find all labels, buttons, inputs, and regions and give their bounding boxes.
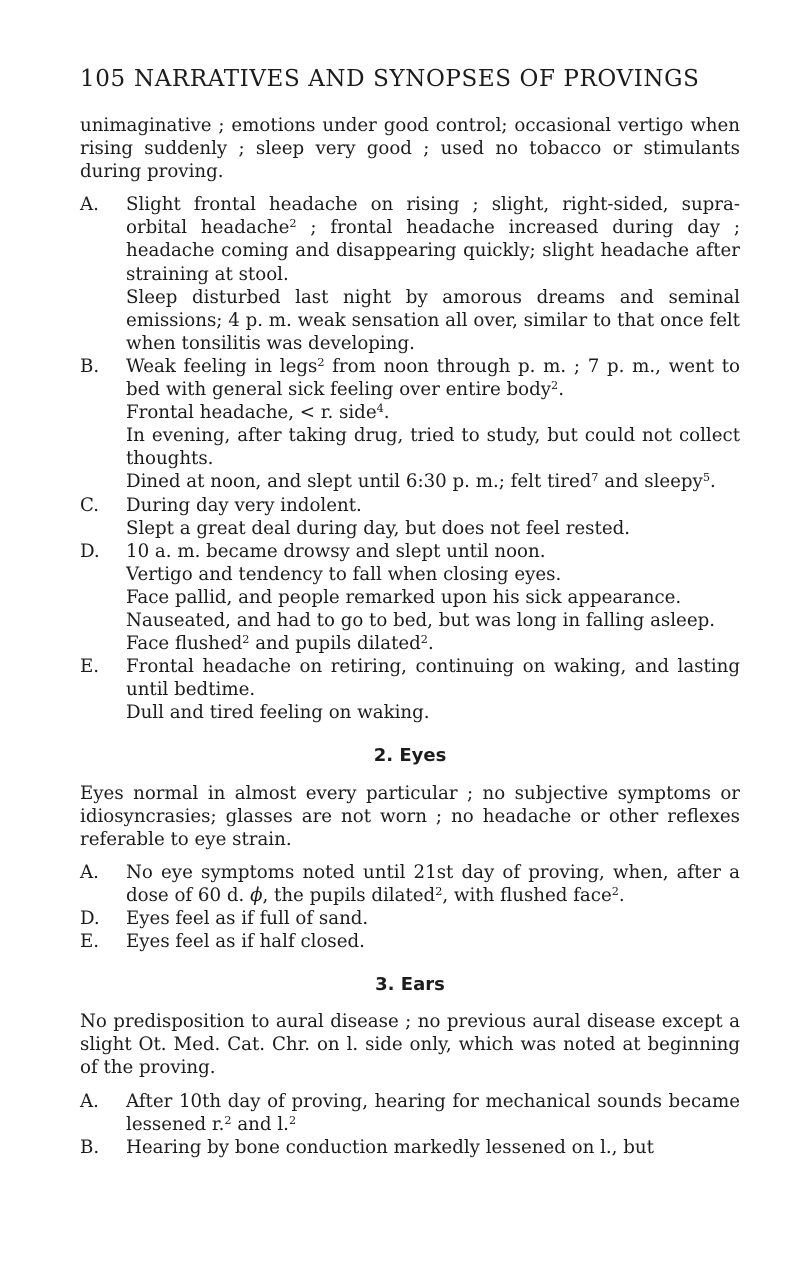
item-text: Face pallid, and people remarked upon his sick appearance. bbox=[126, 586, 682, 608]
item-text: Sleep disturbed last night by amorous dreams and seminal emissions; 4 p. m. weak sensation all over, similar to that once felt when tonsilitis was developing. bbox=[126, 286, 740, 354]
item-label: C. bbox=[80, 494, 100, 516]
section-title-eyes: 2. Eyes bbox=[373, 745, 447, 767]
page-body bbox=[80, 114, 740, 1159]
item-text: After 10th day of proving, hearing for mechanical sounds became lessened r.$^2$ and l.$^2$ bbox=[126, 1090, 740, 1135]
section-intro-ears: No predisposition to aural disease ; no previous aural disease except a slight Ot. Med. Cat. Chr. on l. side only, which was noted at beginning of the proving. bbox=[80, 1011, 740, 1079]
item-label: A. bbox=[80, 861, 99, 883]
eyes-item-e bbox=[80, 930, 740, 953]
item-text: In evening, after taking drug, tried to study, but could not collect thoughts. bbox=[126, 425, 740, 470]
running-title: NARRATIVES AND SYNOPSES OF PROVINGS bbox=[134, 66, 700, 92]
item-text: No eye symptoms noted until 21st day of proving, when, after a dose of 60 d. ϕ, the pupils dilated$^2$, with flushed face$^2$. bbox=[126, 861, 740, 906]
intro-paragraph: unimaginative ; emotions under good control; occasional vertigo when rising suddenly ; sleep very good ; used no tobacco or stimulants during proving. bbox=[80, 115, 740, 183]
symptom-item-a bbox=[80, 193, 740, 355]
item-text: Slight frontal headache on rising ; slight, right-sided, supra-orbital headache$^2$ ; frontal headache increased during day ; headache coming and disappearing quickly; slight headache after straining at stool. bbox=[126, 194, 740, 285]
item-text: Nauseated, and had to go to bed, but was long in falling asleep. bbox=[126, 609, 716, 631]
item-text: Dined at noon, and slept until 6:30 p. m.; felt tired$^7$ and sleepy$^5$. bbox=[126, 471, 716, 493]
item-text: Eyes feel as if half closed. bbox=[126, 931, 365, 953]
item-label: B. bbox=[80, 1136, 100, 1158]
item-label: E. bbox=[80, 656, 100, 678]
ears-item-b bbox=[80, 1136, 740, 1159]
symptom-item-d bbox=[80, 540, 740, 655]
item-text: Face flushed$^2$ and pupils dilated$^2$. bbox=[126, 632, 434, 655]
item-text: Hearing by bone conduction markedly lessened on l., but bbox=[126, 1136, 654, 1158]
item-text: Frontal headache on retiring, continuing on waking, and lasting until bedtime. bbox=[126, 656, 740, 701]
item-label: B. bbox=[80, 355, 100, 377]
item-text: Frontal headache, < r. side$^4$. bbox=[126, 401, 390, 424]
page-number: 105 bbox=[80, 66, 126, 92]
item-text: Slept a great deal during day, but does not feel rested. bbox=[126, 517, 630, 539]
item-text: Weak feeling in legs$^2$ from noon through p. m. ; 7 p. m., went to bed with general sick feeling over entire body$^2$. bbox=[126, 355, 740, 401]
item-text: 10 a. m. became drowsy and slept until noon. bbox=[126, 540, 546, 562]
item-text: During day very indolent. bbox=[126, 494, 362, 516]
item-label: E. bbox=[80, 931, 100, 953]
eyes-item-a bbox=[80, 861, 740, 907]
ears-item-a bbox=[80, 1090, 740, 1136]
item-label: A. bbox=[80, 1090, 99, 1112]
symptom-item-c bbox=[80, 494, 740, 540]
section-title-ears: 3. Ears bbox=[375, 974, 445, 996]
item-label: D. bbox=[80, 540, 100, 562]
eyes-item-d bbox=[80, 907, 740, 930]
symptom-item-e bbox=[80, 655, 740, 724]
item-text: Dull and tired feeling on waking. bbox=[126, 702, 430, 724]
section-intro-eyes: Eyes normal in almost every particular ; no subjective symptoms or idiosyncrasies; glasses are not worn ; no headache or other reflexes referable to eye strain. bbox=[80, 782, 740, 850]
running-head bbox=[80, 66, 740, 92]
item-text: Vertigo and tendency to fall when closing eyes. bbox=[126, 563, 562, 585]
item-text: Eyes feel as if full of sand. bbox=[126, 908, 369, 929]
item-label: D. bbox=[80, 908, 100, 929]
item-label: A. bbox=[80, 194, 99, 216]
symptom-item-b bbox=[80, 355, 740, 494]
